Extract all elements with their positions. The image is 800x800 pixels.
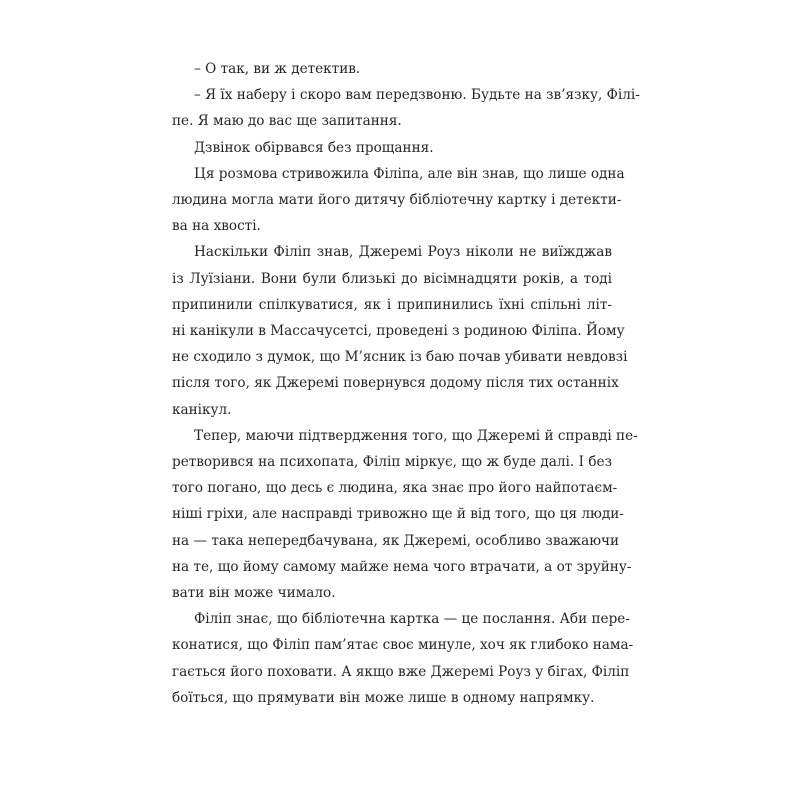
text-line: Філіп знає, що бібліотечна картка — це послання. Аби пере-	[194, 611, 630, 628]
text-line: – Я їх наберу і скоро вам передзвоню. Будьте на зв’язку, Філі-	[194, 87, 640, 104]
text-line: не сходило з думок, що М’ясник із баю почав убивати невдовзі	[172, 349, 628, 366]
text-line: Наскільки Філіп знав, Джеремі Роуз ніколи не виїжджав	[194, 244, 612, 261]
text-line: того погано, що десь є людина, яка знає про його найпотаєм-	[172, 480, 618, 497]
text-line: із Луїзіани. Вони були близькі до вісімнадцяти років, а тоді	[172, 270, 612, 287]
text-line: припинили спілкуватися, як і припинились їхні спільні літ-	[172, 296, 612, 313]
text-line: ні канікули в Массачусетсі, проведені з родиною Філіпа. Йому	[172, 323, 625, 339]
text-line: конатися, що Філіп пам’ятає своє минуле, хоч як глибоко нама-	[172, 637, 634, 654]
text-line: канікул.	[172, 401, 232, 418]
text-line: Тепер, маючи підтвердження того, що Джеремі й справді пе-	[194, 427, 638, 444]
text-line: на — така непередбачувана, як Джеремі, особливо зважаючи	[172, 532, 620, 549]
text-line: пе. Я маю до вас ще запитання.	[172, 113, 402, 130]
text-line: людина могла мати його дитячу бібліотечну картку і детекти-	[172, 192, 622, 208]
text-line: ретворився на психопата, Філіп міркує, що ж буде далі. І без	[172, 454, 612, 470]
text-line: ва на хвості.	[172, 218, 261, 235]
text-line: на те, що йому самому майже нема чого втрачати, а от зруйну-	[172, 558, 632, 575]
text-line: Ця розмова стривожила Філіпа, але він знав, що лише одна	[194, 165, 625, 182]
text-line: – О так, ви ж детектив.	[194, 61, 361, 77]
text-line: гається його поховати. А якщо вже Джеремі Роуз у бігах, Філіп	[172, 663, 630, 680]
text-line: після того, як Джеремі повернувся додому після тих останніх	[172, 375, 619, 392]
text-line: ніші гріхи, але насправді тривожно ще й від того, що ця люди-	[172, 506, 624, 523]
text-line: Дзвінок обірвався без прощання.	[194, 139, 434, 156]
text-line: боїться, що прямувати він може лише в одному напрямку.	[172, 689, 595, 706]
text-line: вати він може чимало.	[172, 585, 336, 601]
